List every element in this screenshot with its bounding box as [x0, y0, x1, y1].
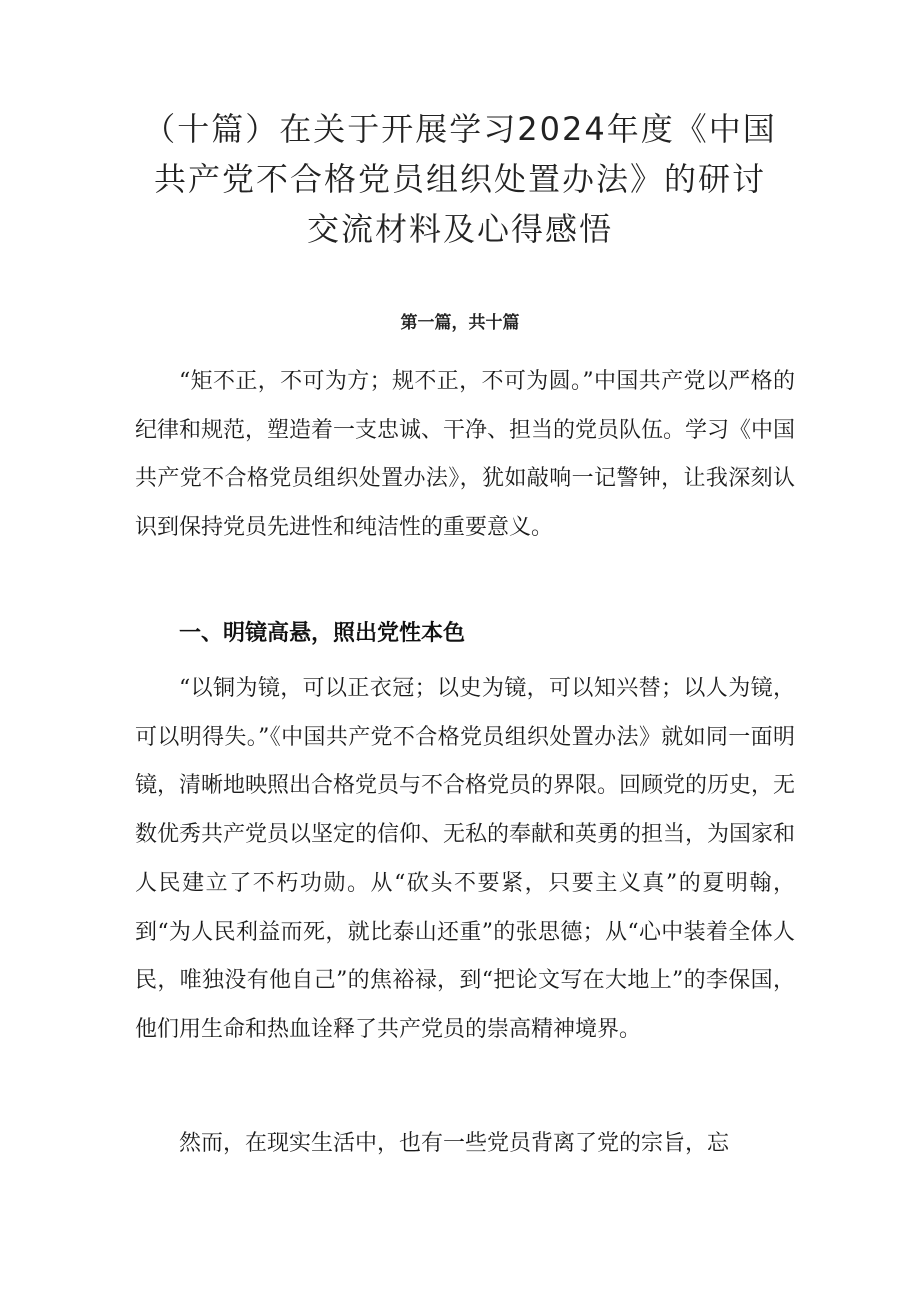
title-line: 交流材料及心得感悟	[306, 210, 613, 248]
body-paragraph: “矩不正，不可为方；规不正，不可为圆。”中国共产党以严格的纪律和规范，塑造着一支忠诚、干净、担当的党员队伍。学习《中国共产党不合格党员组织处置办法》，犹如敲响一记警钟，让我深刻认识到保持党员先进性和纯洁性的重要意义。	[135, 369, 796, 541]
title-line: 共产党不合格党员组织处置办法》的研讨	[153, 160, 766, 198]
document-title	[140, 104, 780, 254]
body-paragraph: 然而，在现实生活中，也有一些党员背离了党的宗旨，忘	[179, 1131, 730, 1156]
body-paragraph: “以铜为镜，可以正衣冠；以史为镜，可以知兴替；以人为镜，可以明得失。”《中国共产党不合格党员组织处置办法》就如同一面明镜，清晰地映照出合格党员与不合格党员的界限。回顾党的历史，无数优秀共产党员以坚定的信仰、无私的奉献和英勇的担当，为国家和人民建立了不朽功勋。从“砍头不要紧，只要主义真”的夏明翰，到“为人民利益而死，就比泰山还重”的张思德；从“心中装着全体人民，唯独没有他自己”的焦裕禄，到“把论文写在大地上”的李保国，他们用生命和热血诠释了共产党员的崇高精神境界。	[135, 676, 796, 1042]
title-line: （十篇）在关于开展学习2024年度《中国	[143, 110, 777, 148]
section-heading: 一、明镜高悬，照出党性本色	[179, 621, 466, 646]
document-subtitle: 第一篇，共十篇	[400, 313, 520, 333]
